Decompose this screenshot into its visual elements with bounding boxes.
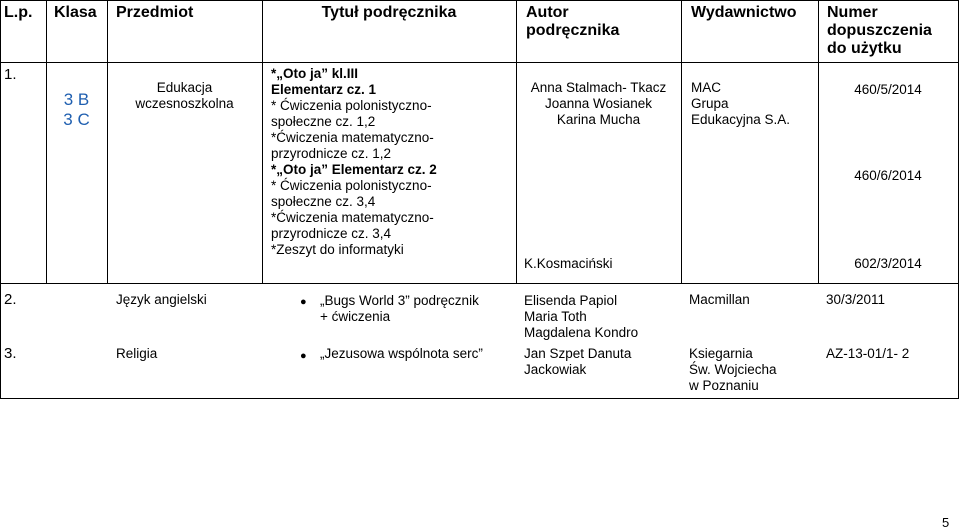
klasa-3c: 3 C [63, 110, 90, 129]
header-przedmiot: Przedmiot [116, 4, 194, 21]
header-divider [0, 62, 959, 63]
row1-autor-l0: Anna Stalmach- Tkacz [530, 80, 667, 95]
klasa-3b: 3 B [63, 90, 90, 109]
row1-przedmiot-line1: Edukacja [156, 80, 213, 95]
col-line-lp [46, 0, 47, 283]
col-line-wydawnictwo [818, 0, 819, 283]
row3-wyd-l0: Ksiegarnia [689, 346, 753, 361]
row1-numer-1: 460/5/2014 [854, 82, 922, 97]
row3-wydawnictwo [689, 346, 777, 394]
header-klasa: Klasa [54, 4, 97, 21]
col-line-autor [681, 0, 682, 283]
row1-przedmiot [107, 80, 262, 112]
table-border-bottom [0, 398, 959, 399]
row1-autor-l1: Joanna Wosianek [544, 96, 653, 111]
table-border-top [0, 0, 959, 1]
header-wydawnictwo: Wydawnictwo [691, 4, 797, 21]
row3-tytul: „Jezusowa wspólnota serc” [320, 346, 483, 361]
header-numer-line3: do użytku [827, 40, 902, 57]
row1-tytul-l0: *„Oto ja” kl.III [271, 66, 359, 81]
col-line-przedmiot [262, 0, 263, 283]
row2-wydawnictwo: Macmillan [689, 292, 750, 307]
row3-przedmiot: Religia [116, 346, 158, 361]
row1-przedmiot-line2: wczesnoszkolna [135, 96, 234, 111]
row1-autor-extra: K.Kosmaciński [524, 256, 613, 271]
header-numer: Numer [827, 4, 878, 21]
header-autor: Autor [526, 4, 569, 21]
row2-numer: 30/3/2011 [826, 292, 886, 307]
row1-numer-2: 460/6/2014 [854, 168, 922, 183]
row1-tytul-l8: społeczne cz. 3,4 [271, 194, 376, 209]
row2-przedmiot: Język angielski [116, 292, 207, 307]
row3-autor-l1: Jackowiak [524, 362, 587, 377]
col-line-0 [0, 0, 1, 398]
col-line-tytul [516, 0, 517, 283]
row1-tytul-l5: przyrodnicze cz. 1,2 [271, 146, 392, 161]
row1-lp: 1. [4, 66, 17, 83]
klasa-cell [46, 90, 107, 130]
row1-numer-3: 602/3/2014 [854, 256, 922, 271]
row1-tytul-l6: *„Oto ja” Elementarz cz. 2 [271, 162, 437, 177]
row1-wyd-l0: MAC [691, 80, 721, 95]
row2-autor-l2: Magdalena Kondro [524, 325, 639, 340]
row1-autor-l2: Karina Mucha [556, 112, 641, 127]
header-lp: L.p. [4, 4, 33, 21]
row1-divider [0, 283, 959, 284]
row2-tytul-l1: + ćwiczenia [320, 309, 391, 324]
header-numer-line2: dopuszczenia [827, 22, 932, 39]
page-number: 5 [942, 515, 950, 530]
row2-autor-l0: Elisenda Papiol [524, 293, 618, 308]
row2-bullet-icon: ● [300, 296, 307, 308]
header-tytul: Tytuł podręcznika [321, 4, 457, 21]
row1-wyd-l2: Edukacyjna S.A. [691, 112, 791, 127]
row1-tytul [271, 66, 437, 258]
row3-wyd-l1: Św. Wojciecha [689, 362, 777, 377]
row1-tytul-l3: społeczne cz. 1,2 [271, 114, 376, 129]
header-autor-line2: podręcznika [526, 22, 620, 39]
row2-lp: 2. [4, 291, 17, 308]
row1-autor [516, 80, 681, 128]
row1-tytul-l7: * Ćwiczenia polonistyczno- [271, 178, 432, 193]
row2-autor-l1: Maria Toth [524, 309, 587, 324]
row1-tytul-l1: Elementarz cz. 1 [271, 82, 377, 97]
row1-tytul-l11: *Zeszyt do informatyki [271, 242, 404, 257]
row2-tytul-l0: „Bugs World 3” podręcznik [320, 293, 479, 308]
row1-wyd-l1: Grupa [691, 96, 729, 111]
row3-autor [524, 346, 631, 378]
row1-tytul-l4: *Ćwiczenia matematyczno- [271, 130, 434, 145]
row2-tytul [320, 293, 479, 325]
col-line-klasa [107, 0, 108, 283]
row1-wydawnictwo [691, 80, 790, 128]
row2-autor [524, 293, 638, 341]
row3-autor-l0: Jan Szpet Danuta [524, 346, 632, 361]
row1-tytul-l10: przyrodnicze cz. 3,4 [271, 226, 392, 241]
row3-wyd-l2: w Poznaniu [689, 378, 759, 393]
row1-tytul-l9: *Ćwiczenia matematyczno- [271, 210, 434, 225]
row3-bullet-icon: ● [300, 350, 307, 362]
row3-lp: 3. [4, 345, 17, 362]
row3-numer: AZ-13-01/1- 2 [826, 346, 910, 361]
row1-tytul-l2: * Ćwiczenia polonistyczno- [271, 98, 432, 113]
